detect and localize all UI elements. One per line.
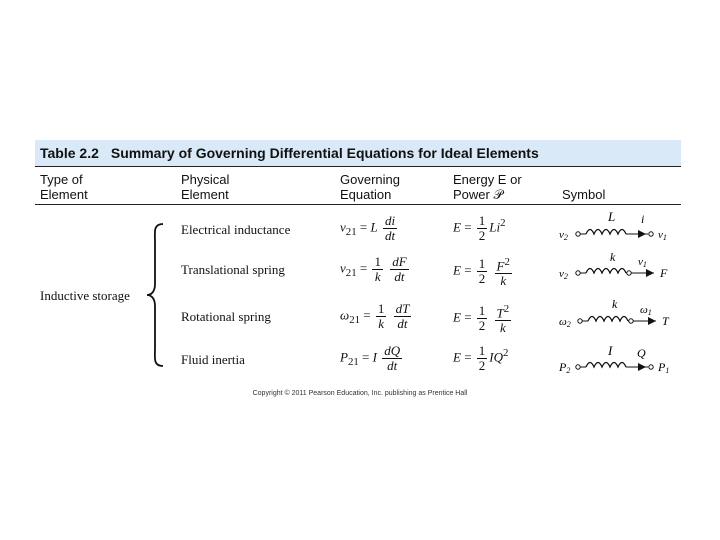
table-label: Table 2.2 (40, 145, 99, 161)
row-energy-rotational: E = $\frac{1}{2}$ $\frac{T^2}{k}$ (453, 303, 510, 336)
header-top-rule (35, 166, 681, 167)
symbol-inductor (558, 210, 683, 244)
svg-text:v1: v1 (638, 256, 647, 269)
row-element-electrical-inductance: Electrical inductance (181, 222, 291, 237)
header-symbol: Symbol (562, 187, 606, 202)
svg-text:P2: P2 (559, 360, 571, 375)
row-element-translational-spring: Translational spring (181, 262, 285, 277)
symbol-rotational-spring (558, 298, 683, 332)
table-title (40, 145, 539, 161)
header-physical-element: Physical Element (181, 172, 230, 202)
svg-text:k: k (612, 298, 618, 311)
symbol-translational-spring (558, 252, 683, 286)
svg-text:Q: Q (637, 346, 646, 360)
header-governing-equation: Governing Equation (340, 172, 400, 202)
row-equation-electrical: $v_{21} = L$ $\frac{di}{dt}$ (340, 213, 396, 243)
svg-text:k: k (610, 252, 616, 264)
row-equation-fluid: $P_{21} = I$ $\frac{dQ}{dt}$ (340, 343, 401, 373)
row-equation-translational: $v_{21}$ = $\frac{1}{k}$ $\frac{dF}{dt}$ (340, 254, 407, 284)
svg-text:i: i (641, 212, 645, 226)
group-brace (145, 222, 167, 368)
svg-text:T: T (662, 314, 669, 328)
row-energy-translational: E = $\frac{1}{2}$ $\frac{F^2}{k}$ (453, 256, 510, 289)
row-element-rotational-spring: Rotational spring (181, 309, 271, 324)
svg-text:F: F (660, 266, 668, 280)
svg-text:ω1: ω1 (640, 304, 652, 317)
header-energy-or-power: Energy E or Power 𝒫 (453, 172, 522, 202)
row-equation-rotational: $\omega_{21}$ = $\frac{1}{k}$ $\frac{dT}{dt}$ (340, 301, 410, 331)
svg-text:P1: P1 (658, 360, 670, 375)
header-bottom-rule (35, 204, 681, 205)
svg-text:v2: v2 (559, 268, 568, 281)
svg-text:v1: v1 (658, 229, 667, 242)
svg-text:L: L (608, 210, 616, 224)
table-title-text: Summary of Governing Differential Equations for Ideal Elements (110, 145, 539, 161)
copyright-notice: Copyright © 2011 Pearson Education, Inc. publishing as Prentice Hall (252, 390, 468, 397)
svg-text:ω2: ω2 (559, 316, 571, 329)
svg-text:v2: v2 (559, 229, 568, 242)
group-label-inductive-storage: Inductive storage (40, 288, 130, 303)
header-type-of-element: Type of Element (40, 172, 88, 202)
row-element-fluid-inertia: Fluid inertia (181, 352, 245, 367)
row-energy-fluid: E = $\frac{1}{2}$ $IQ^2$ (453, 343, 509, 373)
symbol-fluid-inertance (558, 342, 683, 376)
row-energy-electrical: E = $\frac{1}{2}$ Li$^2$ (453, 213, 506, 243)
svg-text:I: I (608, 343, 613, 358)
